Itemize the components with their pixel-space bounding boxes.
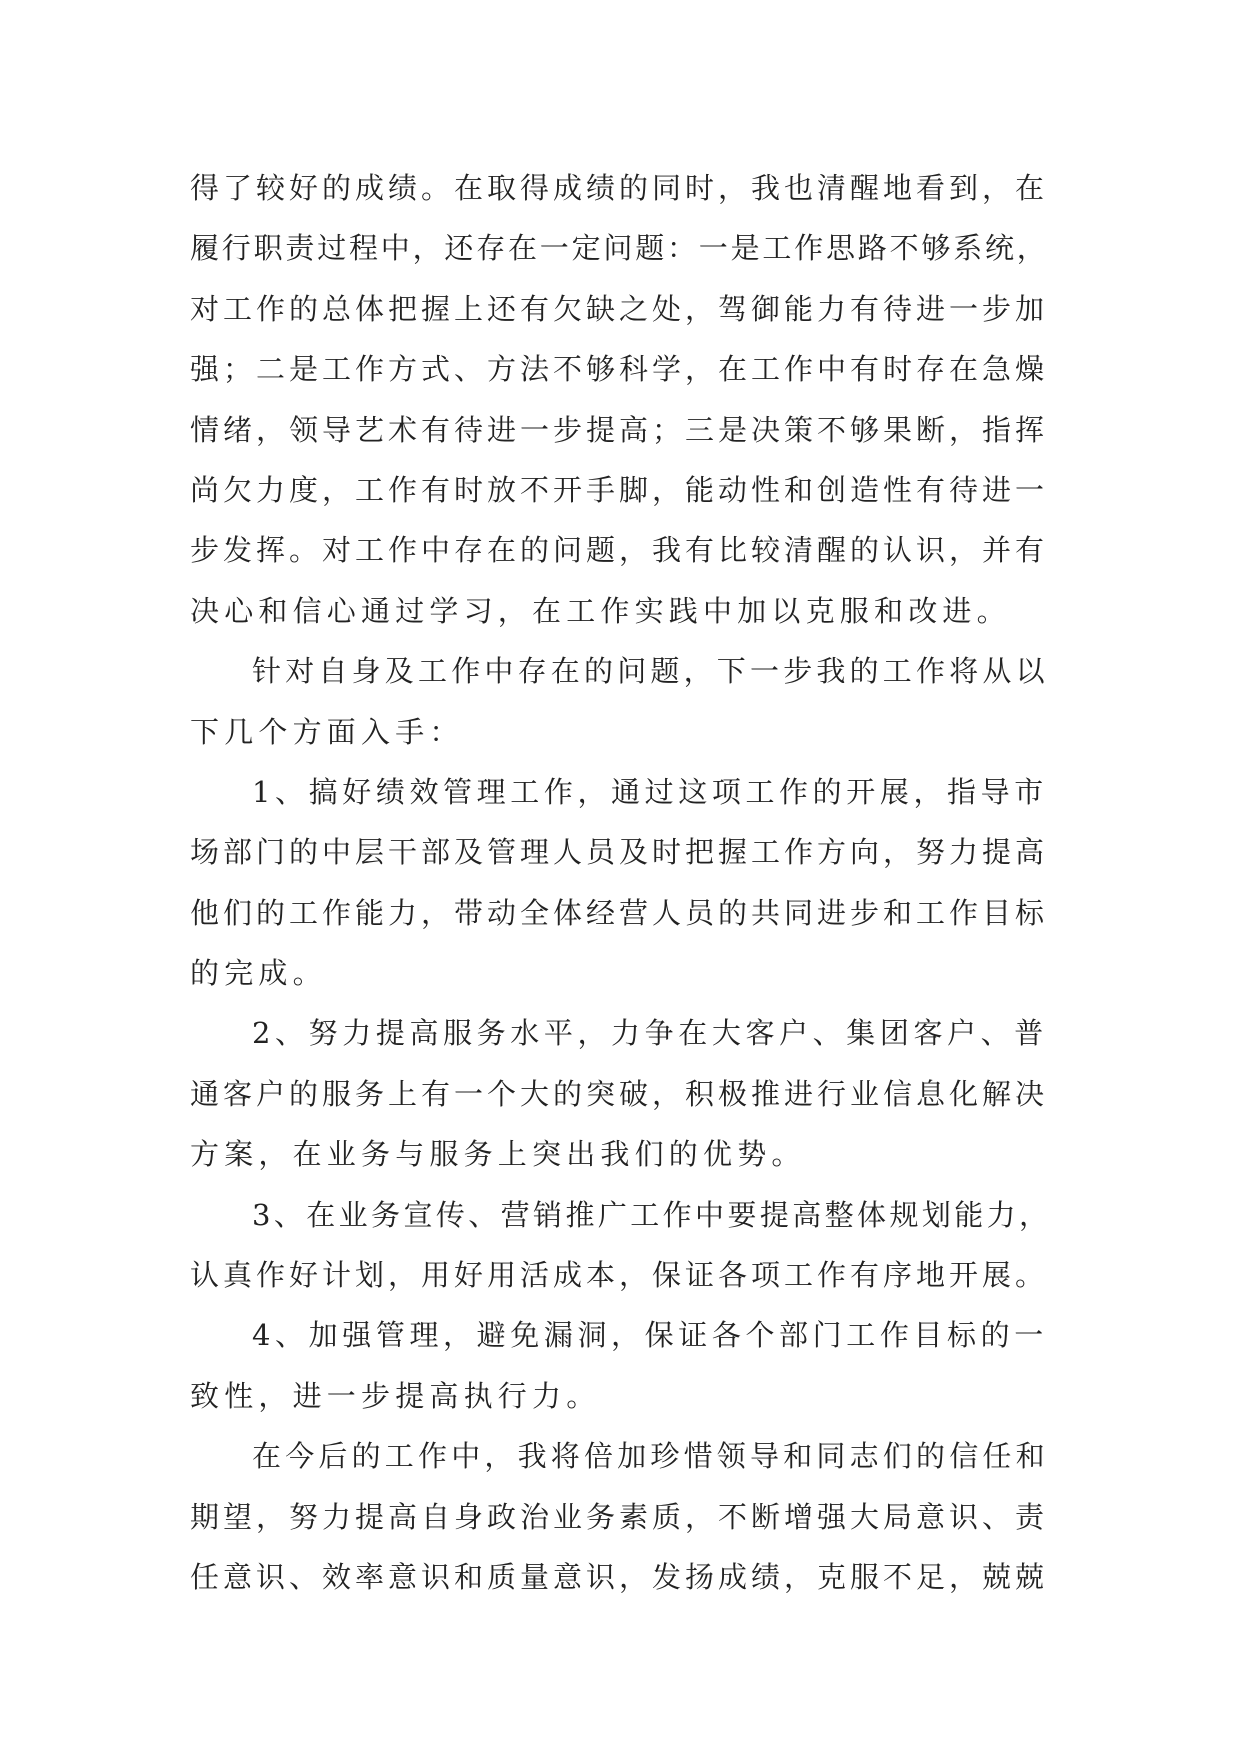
text-line: 情绪，领导艺术有待进一步提高；三是决策不够果断，指挥: [190, 412, 1049, 447]
text-line: 4、加强管理，避免漏洞，保证各个部门工作目标的一: [252, 1318, 1048, 1353]
text-line: 尚欠力度，工作有时放不开手脚，能动性和创造性有待进一: [190, 472, 1049, 507]
text-line: 场部门的中层干部及管理人员及时把握工作方向，努力提高: [190, 835, 1049, 870]
text-line: 方案，在业务与服务上突出我们的优势。: [190, 1137, 806, 1172]
text-line: 对工作的总体把握上还有欠缺之处，驾御能力有待进一步加: [190, 291, 1049, 326]
text-line: 履行职责过程中，还存在一定问题：一是工作思路不够系统，: [190, 231, 1049, 266]
text-line: 期望，努力提高自身政治业务素质，不断增强大局意识、责: [190, 1499, 1049, 1534]
text-line: 在今后的工作中，我将倍加珍惜领导和同志们的信任和: [252, 1439, 1049, 1474]
text-line: 他们的工作能力，带动全体经营人员的共同进步和工作目标: [190, 895, 1049, 930]
text-line: 下几个方面入手：: [190, 714, 464, 749]
text-line: 认真作好计划，用好用活成本，保证各项工作有序地开展。: [190, 1258, 1049, 1293]
text-line: 1、搞好绩效管理工作，通过这项工作的开展，指导市: [252, 774, 1048, 809]
text-line: 得了较好的成绩。在取得成绩的同时，我也清醒地看到，在: [190, 171, 1049, 205]
text-line: 针对自身及工作中存在的问题，下一步我的工作将从以: [252, 654, 1049, 689]
text-line: 强；二是工作方式、方法不够科学，在工作中有时存在急燥: [190, 352, 1049, 387]
text-line: 通客户的服务上有一个大的突破，积极推进行业信息化解决: [190, 1076, 1049, 1111]
text-line: 3、在业务宣传、营销推广工作中要提高整体规划能力，: [252, 1197, 1052, 1232]
body-text: [190, 158, 1052, 1607]
text-line: 任意识、效率意识和质量意识，发扬成绩，克服不足，兢兢: [190, 1559, 1049, 1594]
text-line: 步发挥。对工作中存在的问题，我有比较清醒的认识，并有: [190, 533, 1049, 568]
text-line: 致性，进一步提高执行力。: [190, 1378, 601, 1413]
text-line: 的完成。: [190, 956, 327, 991]
text-line: 决心和信心通过学习，在工作实践中加以克服和改进。: [190, 593, 1011, 628]
text-line: 2、努力提高服务水平，力争在大客户、集团客户、普: [252, 1016, 1048, 1051]
